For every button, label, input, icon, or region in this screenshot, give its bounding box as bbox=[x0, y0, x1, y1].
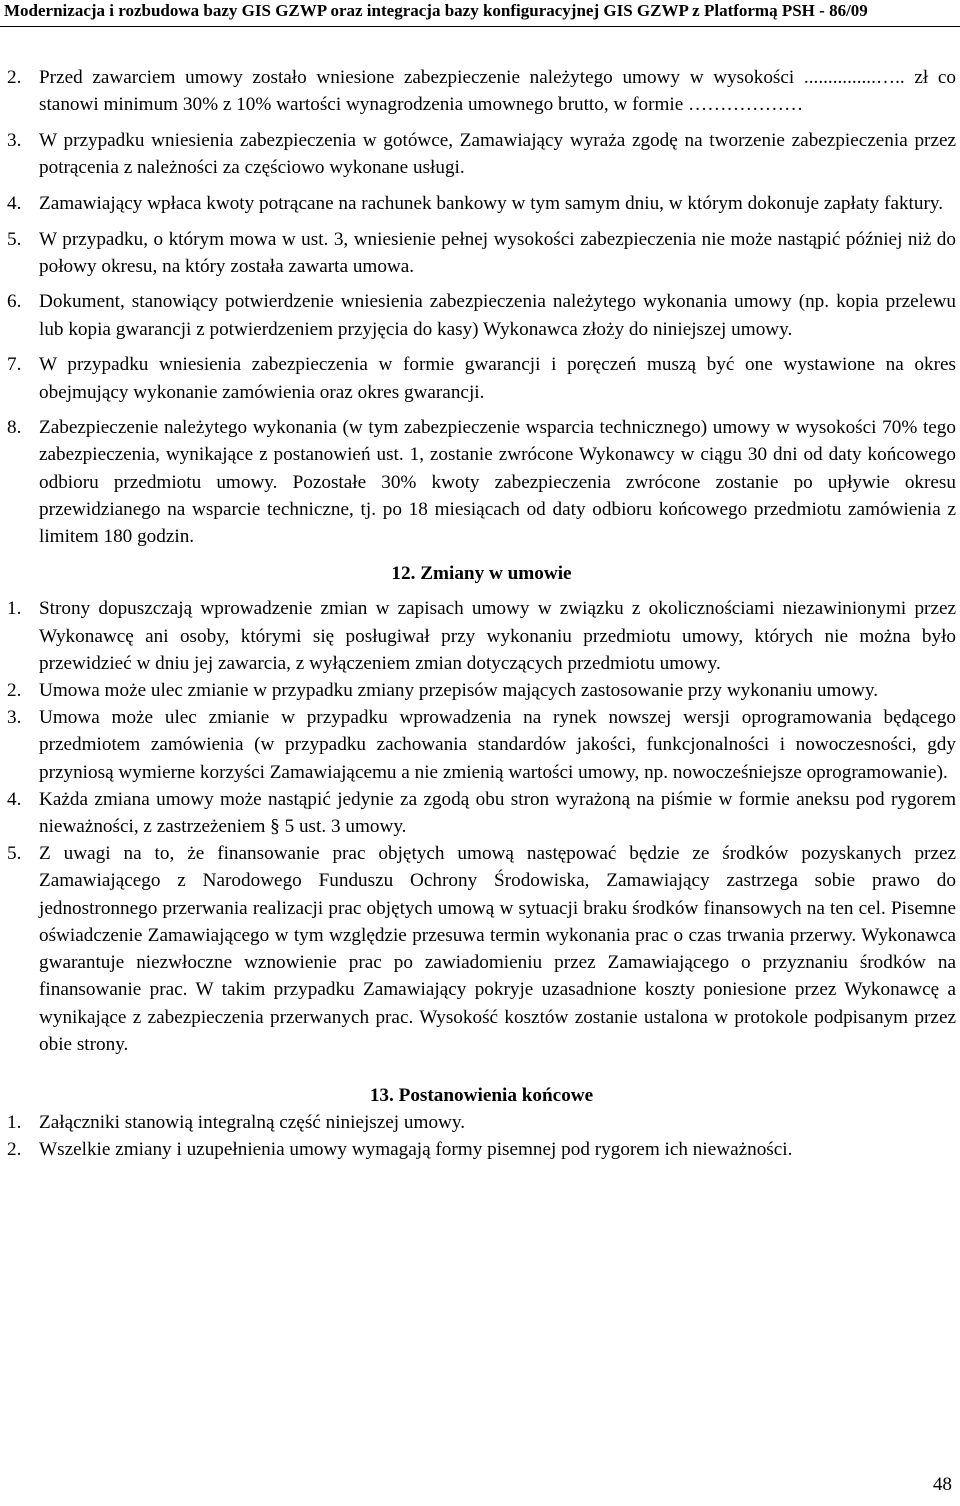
item-number: 5. bbox=[7, 843, 22, 865]
intro-list bbox=[7, 64, 956, 550]
section-heading-13: 13. Postanowienia końcowe bbox=[369, 1084, 594, 1106]
list-item bbox=[7, 786, 956, 840]
list-item bbox=[7, 840, 956, 1058]
item-text: Każda zmiana umowy może nastąpić jedynie za zgodą obu stron wyrażoną na piśmie w formie aneksu pod rygorem nieważności, z zastrzeżeniem § 5 ust. 3 umowy. bbox=[39, 788, 956, 838]
list-item bbox=[7, 1109, 956, 1136]
list-item bbox=[7, 226, 956, 280]
document-running-header: Modernizacja i rozbudowa bazy GIS GZWP oraz integracja bazy konfiguracyjnej GIS GZWP z Platformą PSH - 86/09 bbox=[0, 0, 960, 27]
list-item bbox=[7, 64, 956, 118]
item-text: Przed zawarciem umowy zostało wniesione zabezpieczenie należytego umowy w wysokości ...............….. zł co stanowi minimum 30% z 10% wartości wynagrodzenia umownego brutto, w formie ……………… bbox=[39, 67, 956, 116]
item-number: 3. bbox=[7, 707, 22, 729]
list-item bbox=[7, 127, 956, 181]
item-number: 3. bbox=[7, 129, 22, 151]
item-text: Zabezpieczenie należytego wykonania (w tym zabezpieczenie wsparcia technicznego) umowy w wysokości 70% tego zabezpieczenia, wynikające z postanowień ust. 1, zostanie zwrócone Wykonawcy w ciągu 30 dni od daty końcowego odbioru przedmiotu umowy. Pozostałe 30% kwoty zabezpieczenia zwrócone zostanie po upływie okresu przewidzianego na wsparcie techniczne, tj. po 18 miesiącach od daty odbioru końcowego przedmiotu zamówienia z limitem 180 godzin. bbox=[39, 417, 956, 548]
item-text: W przypadku, o którym mowa w ust. 3, wniesienie pełnej wysokości zabezpieczenia nie może nastąpić później niż do połowy okresu, na który została zawarta umowa. bbox=[39, 228, 956, 277]
item-text: Zamawiający wpłaca kwoty potrącane na rachunek bankowy w tym samym dniu, w którym dokonuje zapłaty faktury. bbox=[39, 192, 944, 214]
item-text: Umowa może ulec zmianie w przypadku wprowadzenia na rynek nowszej wersji oprogramowania będącego przedmiotem zamówienia (w przypadku zachowania standardów jakości, funkcjonalności i nowoczesności, gdy przyniosą wymierne korzyści Zamawiającemu a nie zmienią wartości umowy, np. nowocześniejsze oprogramowanie). bbox=[39, 707, 956, 783]
item-number: 6. bbox=[7, 291, 22, 313]
page-number: 48 bbox=[932, 1474, 952, 1495]
item-text: Strony dopuszczają wprowadzenie zmian w zapisach umowy w związku z okolicznościami niezawinionymi przez Wykonawcę ani osoby, którymi się posługiwał przy wykonaniu przedmiotu umowy, których nie można było przewidzieć w dniu jej zawarcia, z wyłączeniem zmian dotyczących przedmiotu umowy. bbox=[39, 598, 956, 674]
section-12-list bbox=[7, 595, 956, 1057]
section-heading-12: 12. Zmiany w umowie bbox=[391, 563, 572, 585]
item-text: Załączniki stanowią integralną część niniejszej umowy. bbox=[39, 1112, 466, 1134]
item-number: 1. bbox=[7, 1112, 22, 1134]
item-number: 1. bbox=[7, 598, 22, 620]
item-number: 7. bbox=[7, 354, 22, 376]
item-number: 8. bbox=[7, 417, 22, 439]
list-item bbox=[7, 190, 956, 217]
item-text: Z uwagi na to, że finansowanie prac objętych umową następować będzie ze środków pozyskanych przez Zamawiającego z Narodowego Funduszu Ochrony Środowiska, Zamawiający zastrzega sobie prawo do jednostronnego przerwania realizacji prac objętych umową w sytuacji braku środków finansowych na ten cel. Pisemne oświadczenie Zamawiającego w tym względzie przesuwa termin wykonania prac o czas trwania przerwy. Wykonawca gwarantuje niezwłoczne wznowienie prac po zawiadomieniu przez Zamawiającego o przyznaniu środków na finansowanie prac. W takim przypadku Zamawiający pokryje uzasadnione koszty poniesione przez Wykonawcę a wynikające z zabezpieczenia przerwanych prac. Wysokość kosztów zostanie ustalona w protokole podpisanym przez obie strony. bbox=[39, 843, 956, 1055]
list-item bbox=[7, 288, 956, 342]
item-text: W przypadku wniesienia zabezpieczenia w gotówce, Zamawiający wyraża zgodę na tworzenie zabezpieczenia przez potrącenia z należności za częściowo wykonane usługi. bbox=[39, 129, 956, 179]
section-13-list bbox=[7, 1109, 956, 1163]
list-item bbox=[7, 677, 956, 704]
item-number: 4. bbox=[7, 192, 22, 214]
item-number: 2. bbox=[7, 680, 22, 702]
item-text: Umowa może ulec zmianie w przypadku zmiany przepisów mających zastosowanie przy wykonaniu umowy. bbox=[39, 680, 879, 702]
list-item bbox=[7, 414, 956, 550]
item-number: 5. bbox=[7, 228, 22, 250]
document-body bbox=[7, 64, 956, 1164]
list-item bbox=[7, 1136, 956, 1163]
list-item bbox=[7, 595, 956, 677]
item-text: Wszelkie zmiany i uzupełnienia umowy wymagają formy pisemnej pod rygorem ich nieważności. bbox=[39, 1139, 793, 1161]
list-item bbox=[7, 351, 956, 405]
item-number: 2. bbox=[7, 67, 22, 88]
item-number: 4. bbox=[7, 788, 22, 810]
item-text: W przypadku wniesienia zabezpieczenia w formie gwarancji i poręczeń muszą być one wystawione na okres obejmujący wykonanie zamówienia oraz okres gwarancji. bbox=[39, 354, 956, 403]
item-number: 2. bbox=[7, 1139, 22, 1161]
list-item bbox=[7, 704, 956, 786]
item-text: Dokument, stanowiący potwierdzenie wniesienia zabezpieczenia należytego wykonania umowy (np. kopia przelewu lub kopia gwarancji z potwierdzeniem przyjęcia do kasy) Wykonawca złoży do niniejszej umowy. bbox=[39, 291, 956, 340]
